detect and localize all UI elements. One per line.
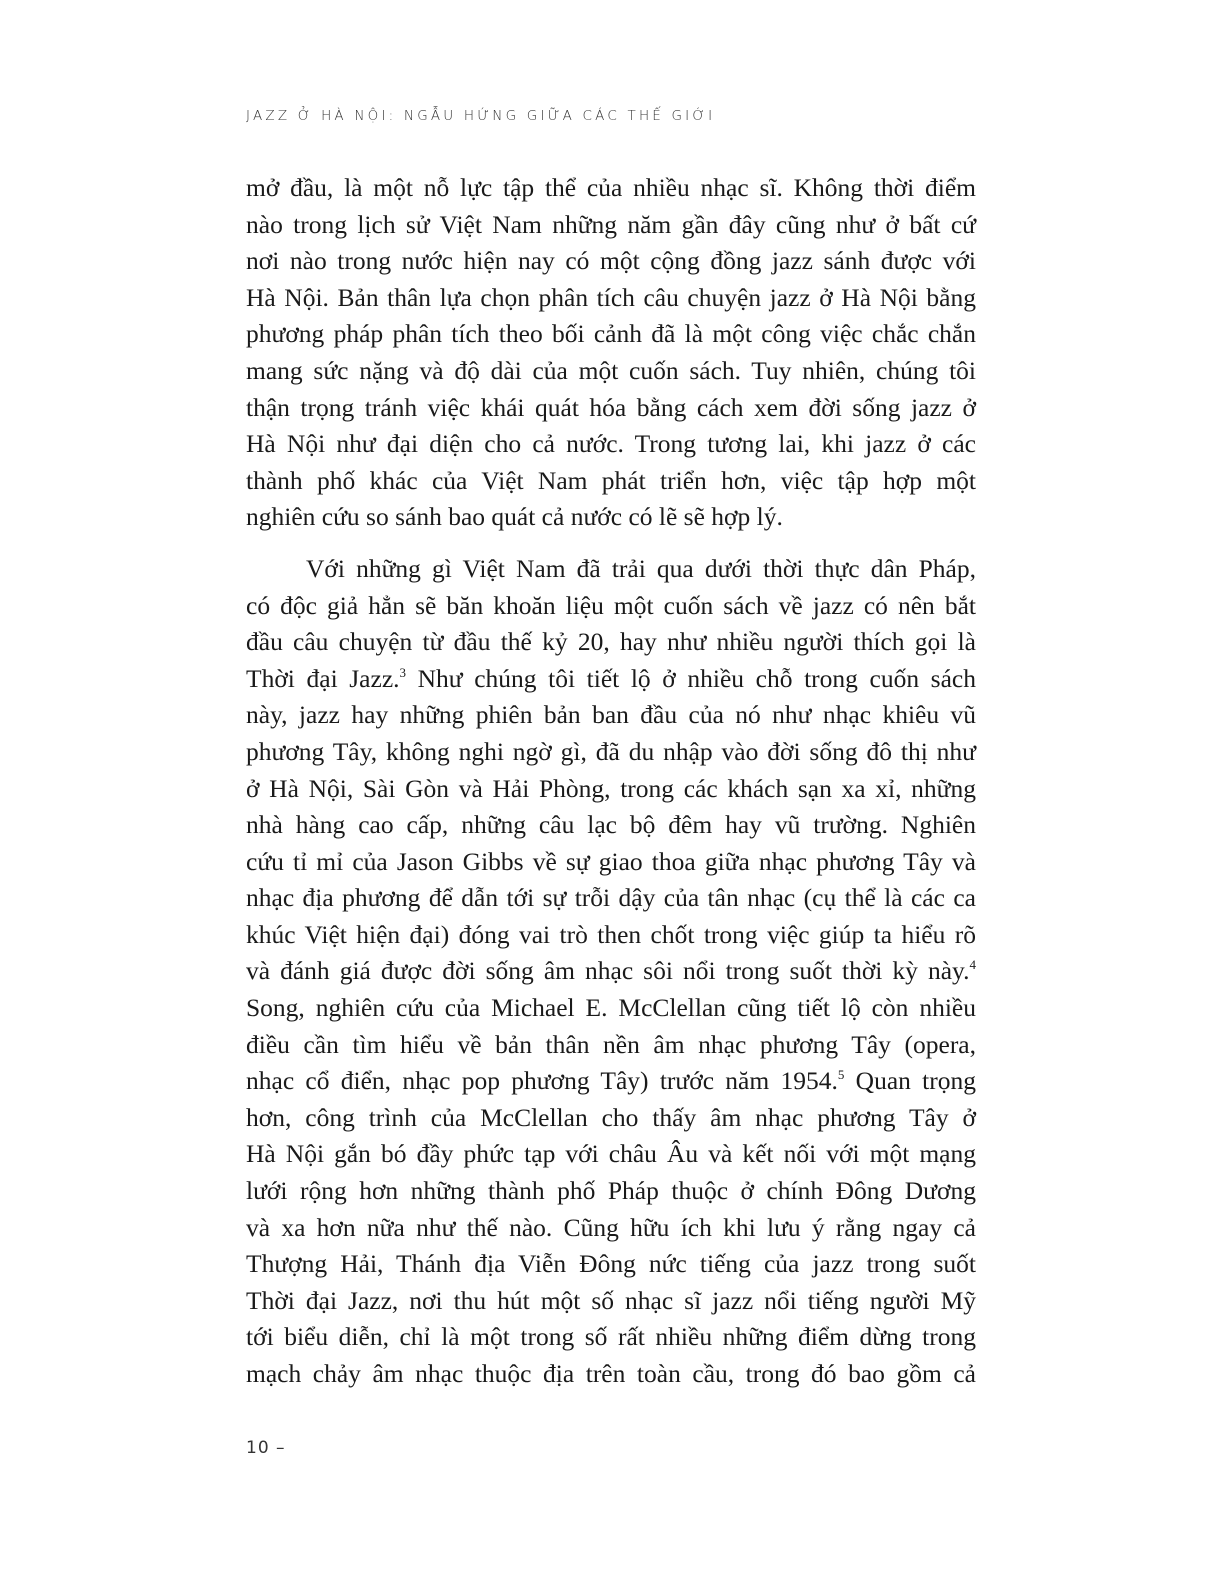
line-text: mang sức nặng và độ dài của một cuốn sách. Tuy nhiên, chúng tôi — [246, 355, 976, 385]
text-line — [246, 390, 976, 427]
line-text: mạch chảy âm nhạc thuộc địa trên toàn cầu, trong đó bao gồm cả — [246, 1359, 976, 1388]
line-text: Hà Nội. Bản thân lựa chọn phân tích câu chuyện jazz ở Hà Nội bằng — [246, 282, 976, 312]
line-text: nhà hàng cao cấp, những câu lạc bộ đêm hay vũ trường. Nghiên — [246, 810, 976, 840]
line-text: hơn, công trình của McClellan cho thấy âm nhạc phương Tây ở — [246, 1102, 976, 1132]
line-text: có độc giả hẳn sẽ băn khoăn liệu một cuốn sách về jazz có nên bắt — [246, 590, 976, 620]
text-line — [246, 170, 976, 207]
footnote-ref: 4 — [969, 957, 976, 973]
line-text: phương Tây, không nghi ngờ gì, đã du nhập vào đời sống đô thị như — [246, 736, 976, 766]
line-text: này, jazz hay những phiên bản ban đầu của nó như nhạc khiêu vũ — [246, 700, 976, 730]
text-line — [246, 1319, 976, 1356]
text-line — [246, 953, 976, 990]
text-line — [246, 734, 976, 771]
footnote-ref: 5 — [837, 1067, 845, 1083]
line-text: khúc Việt hiện đại) đóng vai trò then chốt trong việc giúp ta hiểu rõ — [246, 919, 976, 949]
line-text: nghiên cứu so sánh bao quát cả nước có lẽ sẽ hợp lý. — [246, 502, 783, 532]
text-line — [246, 661, 976, 698]
text-line — [246, 697, 976, 734]
text-line — [246, 917, 976, 954]
paragraph — [246, 170, 976, 536]
text-line — [246, 807, 976, 844]
line-text: điều cần tìm hiểu về bản thân nền âm nhạc phương Tây (opera, — [246, 1029, 976, 1059]
text-line — [246, 624, 976, 661]
line-text: Thượng Hải, Thánh địa Viễn Đông nức tiếng của jazz trong suốt — [246, 1249, 976, 1279]
footnote-ref: 3 — [399, 664, 407, 680]
line-text: nhạc địa phương để dẫn tới sự trỗi dậy của tân nhạc (cụ thể là các ca — [246, 883, 976, 913]
text-line — [246, 1063, 976, 1100]
text-line — [246, 463, 976, 500]
line-text: nào trong lịch sử Việt Nam những năm gần đây cũng như ở bất cứ — [246, 209, 976, 239]
line-text: ở Hà Nội, Sài Gòn và Hải Phòng, trong các khách sạn xa xỉ, những — [246, 773, 976, 803]
line-text: và đánh giá được đời sống âm nhạc sôi nổi trong suốt thời kỳ này. — [246, 956, 970, 986]
line-text: Với những gì Việt Nam đã trải qua dưới thời thực dân Pháp, — [306, 553, 976, 583]
text-line — [246, 243, 976, 280]
text-line — [246, 1027, 976, 1064]
line-text: thận trọng tránh việc khái quát hóa bằng cách xem đời sống jazz ở — [246, 392, 976, 422]
line-text: và xa hơn nữa như thế nào. Cũng hữu ích khi lưu ý rằng ngay cả — [246, 1212, 976, 1242]
text-line — [246, 280, 976, 317]
line-text: Thời đại Jazz, nơi thu hút một số nhạc sĩ jazz nổi tiếng người Mỹ — [246, 1285, 976, 1315]
text-line — [246, 207, 976, 244]
page-number: 10 – — [246, 1438, 286, 1458]
running-head: JAZZ Ở HÀ NỘI: NGẪU HỨNG GIỮA CÁC THẾ GIỚI — [246, 108, 716, 124]
text-line — [246, 551, 976, 588]
line-text: Song, nghiên cứu của Michael E. McClellan cũng tiết lộ còn nhiều — [246, 993, 976, 1023]
text-line — [246, 1136, 976, 1173]
text-line — [246, 844, 976, 881]
line-text: Thời đại Jazz. — [246, 663, 400, 693]
line-text: thành phố khác của Việt Nam phát triển hơn, việc tập hợp một — [246, 465, 976, 495]
text-line — [246, 1246, 976, 1283]
text-line — [246, 880, 976, 917]
line-text: Hà Nội gắn bó đầy phức tạp với châu Âu và kết nối với một mạng — [246, 1139, 976, 1169]
text-line — [246, 588, 976, 625]
text-line — [246, 499, 976, 536]
text-line — [246, 771, 976, 808]
text-line — [246, 1100, 976, 1137]
line-text: lưới rộng hơn những thành phố Pháp thuộc ở chính Đông Dương — [246, 1176, 976, 1206]
line-text: nơi nào trong nước hiện nay có một cộng đồng jazz sánh được với — [246, 246, 976, 276]
line-text: Hà Nội như đại diện cho cả nước. Trong tương lai, khi jazz ở các — [246, 429, 976, 459]
line-text: phương pháp phân tích theo bối cảnh đã là một công việc chắc chắn — [246, 319, 976, 349]
text-line — [246, 426, 976, 463]
text-line — [246, 1173, 976, 1210]
line-text: mở đầu, là một nỗ lực tập thể của nhiều nhạc sĩ. Không thời điểm — [246, 173, 976, 202]
text-line — [246, 1210, 976, 1247]
body-text — [246, 170, 976, 1393]
line-text: nhạc cổ điển, nhạc pop phương Tây) trước năm 1954. — [246, 1066, 838, 1096]
line-text: tới biểu diễn, chỉ là một trong số rất nhiều những điểm dừng trong — [246, 1322, 976, 1352]
line-text: Quan trọng — [844, 1066, 977, 1096]
text-line — [246, 353, 976, 390]
line-text: cứu tỉ mỉ của Jason Gibbs về sự giao thoa giữa nhạc phương Tây và — [246, 846, 976, 876]
text-line — [246, 990, 976, 1027]
text-line — [246, 1283, 976, 1320]
text-line — [246, 1356, 976, 1393]
paragraph — [246, 551, 976, 1393]
line-text: đầu câu chuyện từ đầu thế kỷ 20, hay như nhiều người thích gọi là — [246, 627, 976, 657]
text-line — [246, 316, 976, 353]
line-text: Như chúng tôi tiết lộ ở nhiều chỗ trong cuốn sách — [406, 663, 976, 693]
